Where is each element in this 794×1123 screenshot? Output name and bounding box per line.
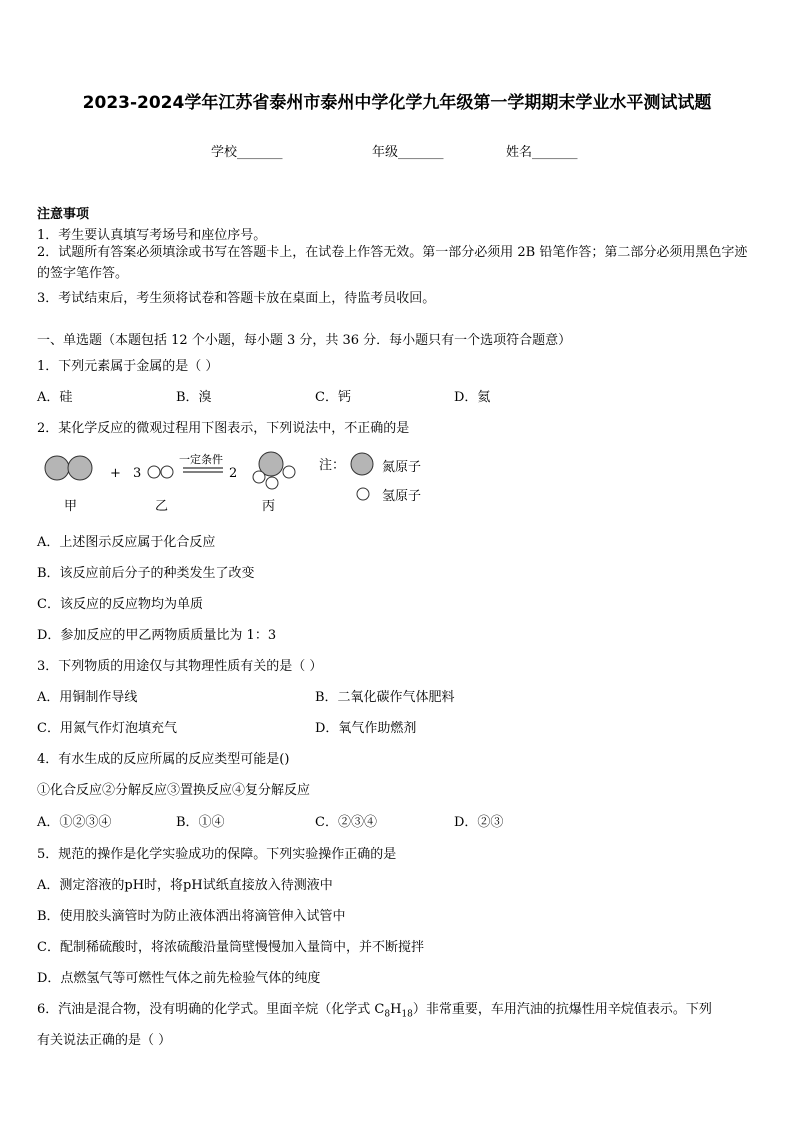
q4-stem: 4．有水生成的反应所属的反应类型可能是()	[37, 752, 290, 767]
q6-sub-carbon: 8	[384, 1009, 391, 1020]
name-field: 姓名_______	[506, 145, 578, 160]
notice-item-2: 2．试题所有答案必须填涂或书写在答题卡上，在试卷上作答无效。第一部分必须用 2B 铅笔作答；第二部分必须用黑色字迹的签字笔作答。	[37, 245, 748, 281]
q6-stem-line-2: 有关说法正确的是（ ）	[37, 1033, 172, 1048]
q4-reaction-list: ①化合反应②分解反应③置换反应④复分解反应	[37, 783, 311, 798]
q3-option-a: A．用铜制作导线	[37, 690, 138, 705]
school-field: 学校_______	[211, 145, 283, 160]
q2-option-a: A．上述图示反应属于化合反应	[37, 535, 216, 550]
notice-item-3: 3．考试结束后，考生须将试卷和答题卡放在桌面上，待监考员收回。	[37, 291, 436, 306]
q3-stem: 3．下列物质的用途仅与其物理性质有关的是（ ）	[37, 659, 323, 674]
q3-option-b: B．二氧化碳作气体肥料	[315, 690, 455, 705]
q2-option-b: B．该反应前后分子的种类发生了改变	[37, 566, 255, 581]
q4-option-a: A．①②③④	[37, 815, 112, 830]
q5-option-c: C．配制稀硫酸时，将浓硫酸沿量筒壁慢慢加入量筒中，并不断搅拌	[37, 940, 424, 955]
q3-option-d: D．氧气作助燃剂	[315, 721, 417, 736]
coefficient-c: 2	[229, 466, 238, 481]
label-jia: 甲	[64, 499, 78, 514]
nitrogen-atom-2	[68, 456, 92, 480]
q1-option-d: D．氦	[454, 390, 491, 405]
hydrogen-atom-2	[161, 466, 173, 478]
label-bing: 丙	[262, 499, 276, 514]
section-description: （本题包括 12 个小题，每小题 3 分，共 36 分．每小题只有一个选项符合题意）	[102, 333, 572, 348]
q3-option-c: C．用氮气作灯泡填充气	[37, 721, 177, 736]
q5-stem: 5．规范的操作是化学实验成功的保障。下列实验操作正确的是	[37, 847, 397, 862]
reaction-diagram	[37, 446, 457, 521]
q1-option-c: C．钙	[315, 390, 351, 405]
q6-stem-post: ）非常重要，车用汽油的抗爆性用辛烷值表示。下列	[412, 1002, 712, 1017]
q6-stem-line-1	[37, 998, 712, 1020]
nitrogen-atom-1	[45, 456, 69, 480]
nh3-hydrogen-2	[283, 466, 295, 478]
hydrogen-atom-1	[148, 466, 160, 478]
nh3-hydrogen-3	[266, 477, 278, 489]
q4-option-d: D．②③	[454, 815, 504, 830]
legend-note: 注：	[319, 458, 346, 473]
legend-nitrogen-label: 氮原子	[382, 460, 422, 475]
notice-heading: 注意事项	[37, 207, 90, 222]
q2-option-c: C．该反应的反应物均为单质	[37, 597, 203, 612]
q1-option-b: B．溴	[176, 390, 212, 405]
notice-item-1: 1．考生要认真填写考场号和座位序号。	[37, 228, 267, 243]
q6-sub-hydrogen: 18	[401, 1009, 413, 1020]
q1-option-a: A．硅	[37, 390, 73, 405]
legend-nitrogen-icon	[351, 453, 373, 475]
q5-option-a: A．测定溶液的pH时，将pH试纸直接放入待测液中	[37, 878, 333, 893]
grade-field: 年级_______	[372, 145, 444, 160]
nh3-hydrogen-1	[253, 471, 265, 483]
section-title: 一、单选题	[37, 333, 103, 348]
coefficient-b: 3	[133, 466, 142, 481]
q6-hydrogen-symbol: H	[390, 1002, 402, 1017]
q5-option-d: D．点燃氢气等可燃性气体之前先检验气体的纯度	[37, 971, 321, 986]
q5-option-b: B．使用胶头滴管时为防止液体洒出将滴管伸入试管中	[37, 909, 346, 924]
legend-hydrogen-label: 氢原子	[382, 489, 422, 504]
q1-stem: 1．下列元素属于金属的是（ ）	[37, 359, 219, 374]
q2-option-d: D．参加反应的甲乙两物质质量比为 1：3	[37, 628, 277, 643]
q2-stem: 2．某化学反应的微观过程用下图表示，下列说法中，不正确的是	[37, 421, 410, 436]
section-heading	[37, 329, 571, 348]
label-yi: 乙	[155, 499, 169, 514]
q4-option-c: C．②③④	[315, 815, 377, 830]
page-title: 2023-2024学年江苏省泰州市泰州中学化学九年级第一学期期末学业水平测试试题	[82, 93, 712, 113]
reaction-condition: 一定条件	[179, 453, 223, 466]
legend-hydrogen-icon	[357, 488, 369, 500]
plus-sign: +	[110, 466, 121, 481]
q6-stem-pre: 6．汽油是混合物，没有明确的化学式。里面辛烷（化学式 C	[37, 1002, 385, 1017]
q4-option-b: B．①④	[176, 815, 225, 830]
